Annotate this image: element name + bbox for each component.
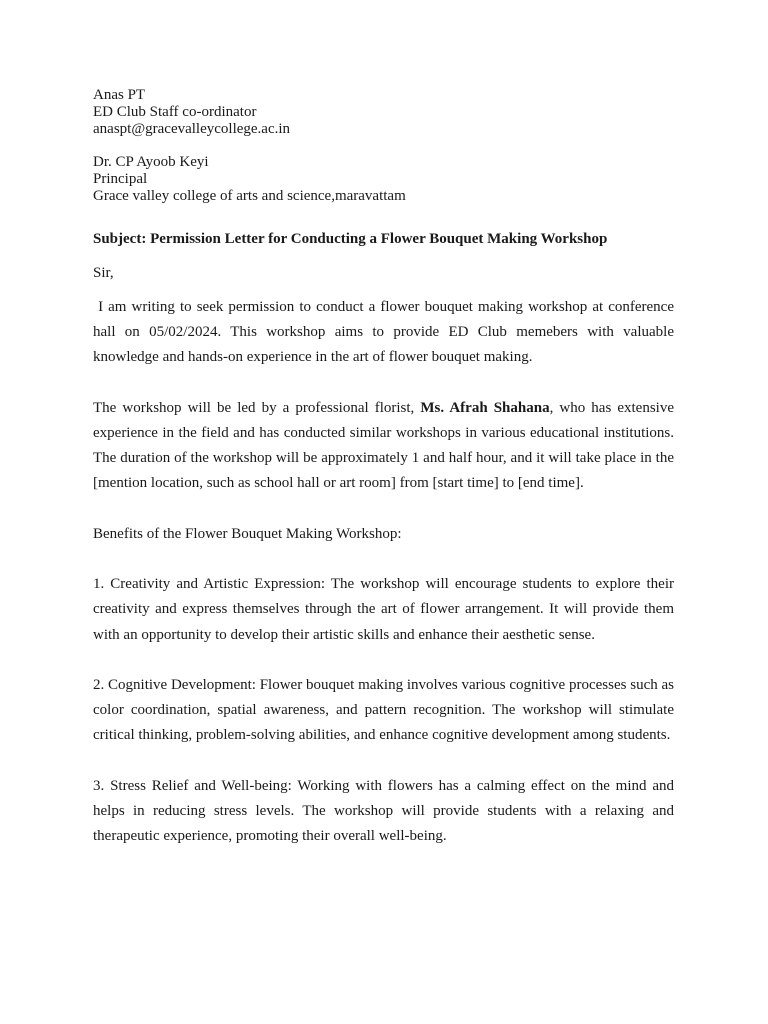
recipient-name: Dr. CP Ayoob Keyi [93, 154, 209, 170]
sender-role: ED Club Staff co-ordinator [93, 104, 257, 120]
benefits-heading: Benefits of the Flower Bouquet Making Workshop: [93, 525, 402, 542]
sender-email: anaspt@gracevalleycollege.ac.in [93, 121, 291, 137]
benefit-2-paragraph: 2. Cognitive Development: Flower bouquet making involves various cognitive processes such as color coordination, spatial awareness, and pattern recognition. The workshop will stimulate critical thinking, problem-solving abilities, and enhance cognitive development among students. [93, 676, 674, 744]
intro-paragraph: I am writing to seek permission to conduct a flower bouquet making workshop at conference hall on 05/02/2024. This workshop aims to provide ED Club memebers with valuable knowledge and hands-on experience in the art of flower bouquet making. [93, 299, 678, 366]
recipient-block [93, 154, 674, 205]
florist-paragraph [93, 396, 674, 497]
sender-block [93, 87, 674, 138]
letter-subject: Subject: Permission Letter for Conducting a Flower Bouquet Making Workshop [93, 231, 608, 247]
benefit-3-paragraph: 3. Stress Relief and Well-being: Working with flowers has a calming effect on the mind and helps in reducing stress levels. The workshop will provide students with a relaxing and therapeutic experience, promoting their overall well-being. [93, 777, 674, 845]
benefit-1-paragraph: 1. Creativity and Artistic Expression: The workshop will encourage students to explore their creativity and express themselves through the art of flower arrangement. It will provide them with an opportunity to develop their artistic skills and enhance their aesthetic sense. [93, 576, 674, 643]
florist-name: Ms. Afrah Shahana [420, 399, 550, 416]
recipient-institution: Grace valley college of arts and science,maravattam [93, 188, 406, 204]
letter-page [93, 87, 678, 875]
florist-text-before: The workshop will be led by a professional florist, [93, 399, 421, 416]
recipient-title: Principal [93, 171, 148, 187]
florist-text-after: , who has extensive experience in the field and has conducted similar workshops in various educational institutions. The duration of the workshop will be approximately 1 and half hour, and it will take place in the [mention location, such as school hall or art room] from [start time] to [end time]. [93, 399, 674, 492]
salutation: Sir, [93, 265, 114, 281]
sender-name: Anas PT [93, 87, 146, 103]
